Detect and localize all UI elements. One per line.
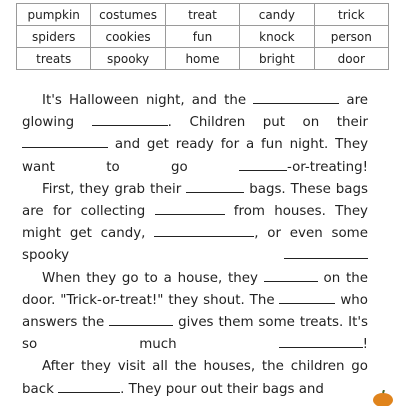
story-text-segment: . They pour out their bags and [120, 381, 324, 397]
word-bank-row [17, 26, 389, 48]
story-text-segment: and get ready for a fun night. They want to go [22, 137, 368, 175]
word-bank-cell: treats [17, 48, 91, 70]
word-bank-cell: pumpkin [17, 4, 91, 26]
fill-blank[interactable] [92, 113, 168, 126]
fill-blank[interactable] [186, 180, 244, 193]
fill-blank[interactable] [264, 269, 318, 282]
fill-blank[interactable] [284, 246, 368, 259]
story-text-segment: bags. These bags are for collecting [22, 181, 368, 220]
story-paragraph-1 [22, 90, 368, 179]
word-bank-cell: spooky [91, 48, 165, 70]
word-bank-cell: door [314, 48, 388, 70]
pumpkin-icon [372, 390, 394, 406]
word-bank-cell: spiders [17, 26, 91, 48]
story-text-segment: who answers the [22, 292, 368, 331]
story-text-segment: gives them some treats. It's so much [22, 315, 369, 353]
fill-blank[interactable] [58, 380, 120, 393]
word-bank-cell: fun [165, 26, 239, 48]
word-bank-cell: bright [240, 48, 314, 70]
story-text-segment: It's Halloween night, and the [42, 93, 247, 108]
fill-blank[interactable] [239, 158, 287, 171]
story-text-segment: are glowing [22, 93, 369, 131]
story-text-segment: -or-treating! [287, 159, 368, 175]
word-bank-cell: person [314, 26, 388, 48]
fill-blank[interactable] [279, 335, 363, 348]
story-text-segment: ! [362, 337, 368, 353]
story-paragraph-3 [22, 268, 368, 357]
fill-blank[interactable] [109, 313, 173, 326]
word-bank-cell: home [165, 48, 239, 70]
story-text-segment: After they visit all the houses, the children go back [22, 359, 368, 397]
word-bank-row [17, 4, 389, 26]
fill-blank[interactable] [279, 291, 335, 304]
story-text-segment: from houses. They might get candy, [22, 204, 368, 242]
word-bank-cell: costumes [91, 4, 165, 26]
word-bank-cell: trick [314, 4, 388, 26]
fill-blank[interactable] [155, 202, 225, 215]
fill-blank[interactable] [154, 224, 254, 237]
fill-blank[interactable] [22, 135, 108, 148]
story-paragraph-2 [22, 179, 368, 268]
fill-blank[interactable] [253, 91, 339, 104]
story-text-segment: . Children put on their [167, 115, 368, 131]
story-text-segment: on the door. "Trick-or-treat!" they shout. The [22, 270, 368, 308]
story-text [22, 90, 368, 401]
word-bank-cell: candy [240, 4, 314, 26]
word-bank-cell: treat [165, 4, 239, 26]
word-bank-row [17, 48, 389, 70]
story-text-segment: First, they grab their [42, 181, 182, 197]
word-bank-cell: cookies [91, 26, 165, 48]
word-bank-cell: knock [240, 26, 314, 48]
word-bank-table [16, 3, 389, 70]
story-text-segment: , or even some spooky [22, 226, 368, 264]
story-text-segment: When they go to a house, they [42, 270, 258, 286]
story-paragraph-4 [22, 356, 368, 400]
